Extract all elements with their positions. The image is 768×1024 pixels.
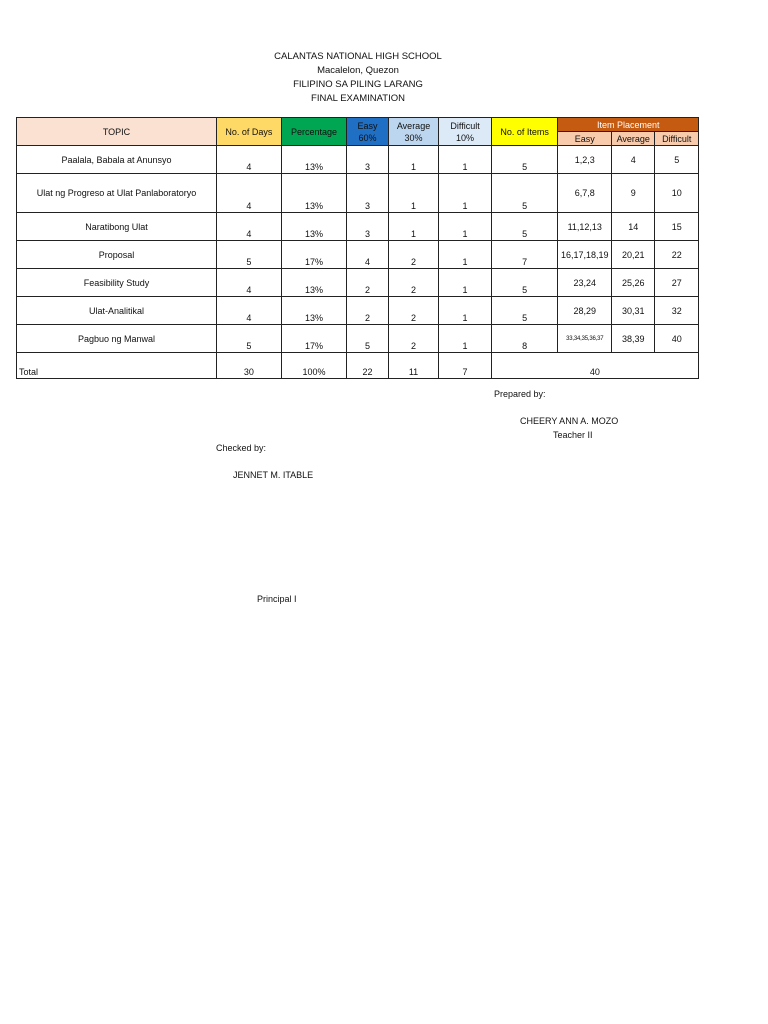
total-items: 40 — [491, 353, 698, 379]
cell-easy: 3 — [347, 146, 388, 174]
header-percentage: Percentage — [281, 118, 347, 146]
cell-placement-easy: 33,34,35,36,37 — [558, 325, 612, 353]
cell-placement-easy: 28,29 — [558, 297, 612, 325]
header-difficult — [439, 118, 492, 146]
cell-days: 4 — [217, 297, 282, 325]
cell-difficult: 1 — [439, 241, 492, 269]
cell-average: 1 — [388, 213, 439, 241]
cell-average: 2 — [388, 297, 439, 325]
table-row — [17, 213, 699, 241]
header-days: No. of Days — [217, 118, 282, 146]
cell-items: 7 — [491, 241, 558, 269]
header-placement-average: Average — [612, 132, 655, 146]
cell-topic: Proposal — [17, 241, 217, 269]
cell-topic: Paalala, Babala at Anunsyo — [17, 146, 217, 174]
cell-days: 4 — [217, 213, 282, 241]
cell-placement-difficult: 10 — [655, 174, 699, 213]
cell-topic: Feasibility Study — [17, 269, 217, 297]
cell-easy: 2 — [347, 269, 388, 297]
cell-percentage: 17% — [281, 241, 347, 269]
prepared-by-name: CHEERY ANN A. MOZO — [520, 416, 619, 426]
cell-topic: Naratibong Ulat — [17, 213, 217, 241]
cell-topic: Pagbuo ng Manwal — [17, 325, 217, 353]
cell-placement-average: 25,26 — [612, 269, 655, 297]
header-easy — [347, 118, 388, 146]
cell-days: 5 — [217, 241, 282, 269]
header-difficult-pct: 10% — [456, 132, 475, 143]
subject-title: FILIPINO SA PILING LARANG — [293, 79, 423, 90]
cell-placement-easy: 11,12,13 — [558, 213, 612, 241]
header-easy-label: Easy — [357, 120, 378, 131]
cell-topic: Ulat-Analitikal — [17, 297, 217, 325]
cell-placement-difficult: 15 — [655, 213, 699, 241]
cell-average: 1 — [388, 174, 439, 213]
total-easy: 22 — [347, 353, 388, 379]
cell-difficult: 1 — [439, 269, 492, 297]
cell-difficult: 1 — [439, 213, 492, 241]
cell-easy: 4 — [347, 241, 388, 269]
total-difficult: 7 — [439, 353, 492, 379]
header-items: No. of Items — [491, 118, 558, 146]
cell-items: 5 — [491, 269, 558, 297]
cell-placement-average: 38,39 — [612, 325, 655, 353]
header-average-label: Average — [396, 120, 431, 131]
cell-placement-difficult: 32 — [655, 297, 699, 325]
cell-items: 5 — [491, 297, 558, 325]
cell-placement-average: 9 — [612, 174, 655, 213]
table-of-specifications — [16, 117, 699, 379]
document-header — [0, 50, 716, 106]
cell-average: 1 — [388, 146, 439, 174]
cell-placement-average: 30,31 — [612, 297, 655, 325]
cell-placement-difficult: 40 — [655, 325, 699, 353]
cell-items: 5 — [491, 174, 558, 213]
cell-difficult: 1 — [439, 297, 492, 325]
header-average — [388, 118, 439, 146]
checked-by-title: Principal I — [257, 594, 297, 604]
cell-placement-easy: 6,7,8 — [558, 174, 612, 213]
header-easy-pct: 60% — [358, 132, 377, 143]
cell-percentage: 13% — [281, 146, 347, 174]
table-header-row — [17, 118, 699, 132]
cell-items: 8 — [491, 325, 558, 353]
prepared-by-title: Teacher II — [553, 430, 593, 440]
cell-placement-average: 4 — [612, 146, 655, 174]
cell-percentage: 13% — [281, 297, 347, 325]
cell-placement-easy: 16,17,18,19 — [558, 241, 612, 269]
cell-percentage: 13% — [281, 174, 347, 213]
school-location: Macalelon, Quezon — [317, 65, 399, 76]
cell-placement-easy: 1,2,3 — [558, 146, 612, 174]
cell-topic: Ulat ng Progreso at Ulat Panlaboratoryo — [17, 174, 217, 213]
cell-percentage: 17% — [281, 325, 347, 353]
cell-items: 5 — [491, 213, 558, 241]
cell-easy: 3 — [347, 174, 388, 213]
checked-by-name: JENNET M. ITABLE — [233, 470, 314, 480]
table-row — [17, 146, 699, 174]
cell-placement-difficult: 22 — [655, 241, 699, 269]
table-row — [17, 325, 699, 353]
cell-percentage: 13% — [281, 269, 347, 297]
total-percentage: 100% — [281, 353, 347, 379]
header-average-pct: 30% — [404, 132, 423, 143]
header-placement-difficult: Difficult — [655, 132, 699, 146]
prepared-by-label: Prepared by: — [494, 389, 546, 399]
school-name: CALANTAS NATIONAL HIGH SCHOOL — [274, 51, 442, 62]
cell-placement-difficult: 5 — [655, 146, 699, 174]
cell-items: 5 — [491, 146, 558, 174]
cell-days: 4 — [217, 174, 282, 213]
cell-difficult: 1 — [439, 174, 492, 213]
cell-placement-average: 20,21 — [612, 241, 655, 269]
cell-easy: 3 — [347, 213, 388, 241]
header-item-placement: Item Placement — [558, 118, 699, 132]
table-total-row — [17, 353, 699, 379]
total-label: Total — [17, 353, 217, 379]
cell-placement-difficult: 27 — [655, 269, 699, 297]
cell-placement-easy: 23,24 — [558, 269, 612, 297]
header-placement-easy: Easy — [558, 132, 612, 146]
table-row — [17, 269, 699, 297]
exam-title: FINAL EXAMINATION — [311, 93, 405, 104]
cell-placement-average: 14 — [612, 213, 655, 241]
header-difficult-label: Difficult — [450, 120, 480, 131]
cell-average: 2 — [388, 325, 439, 353]
cell-average: 2 — [388, 241, 439, 269]
table-row — [17, 297, 699, 325]
checked-by-label: Checked by: — [216, 443, 267, 453]
cell-easy: 2 — [347, 297, 388, 325]
table-row — [17, 241, 699, 269]
header-topic: TOPIC — [17, 118, 217, 146]
cell-days: 5 — [217, 325, 282, 353]
cell-easy: 5 — [347, 325, 388, 353]
cell-average: 2 — [388, 269, 439, 297]
cell-days: 4 — [217, 146, 282, 174]
total-average: 11 — [388, 353, 439, 379]
cell-difficult: 1 — [439, 325, 492, 353]
total-days: 30 — [217, 353, 282, 379]
cell-difficult: 1 — [439, 146, 492, 174]
table-row — [17, 174, 699, 213]
cell-percentage: 13% — [281, 213, 347, 241]
cell-days: 4 — [217, 269, 282, 297]
